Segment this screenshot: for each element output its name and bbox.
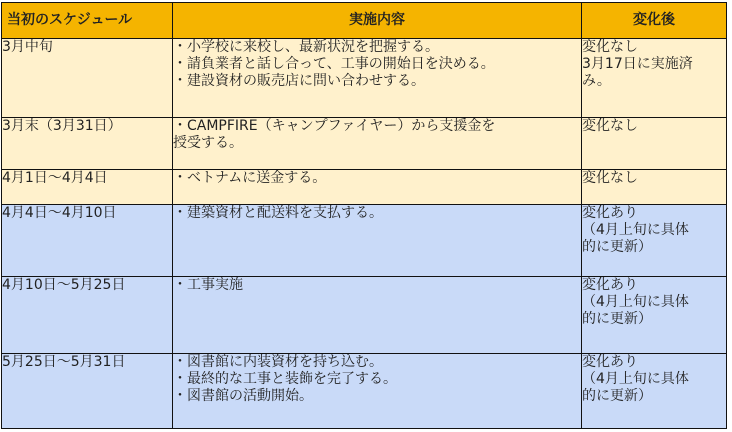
change-line: み。 [582, 73, 611, 89]
activity-line: ・CAMPFIRE（キャンプファイヤー）から支援金を [173, 118, 496, 134]
row-changes [582, 170, 727, 205]
activity-line: ・図書館の活動開始。 [173, 388, 313, 404]
change-line: 変化あり [582, 277, 638, 293]
table-row [2, 39, 727, 118]
change-line: 変化なし [582, 39, 638, 55]
change-line: 変化あり [582, 354, 638, 370]
activity-line: 授受する。 [173, 135, 243, 151]
table-row [2, 277, 727, 354]
row-activities [173, 118, 582, 170]
table-header-row [2, 3, 727, 39]
activity-line: ・小学校に来校し、最新状況を把握する。 [173, 39, 439, 55]
header-changes: 変化後 [582, 3, 727, 39]
row-date: 3月末（3月31日） [2, 118, 173, 170]
activity-line: ・最終的な工事と装飾を完了する。 [173, 371, 397, 387]
change-line: 3月17日に実施済 [582, 56, 693, 72]
change-line: 的に更新） [582, 311, 652, 327]
row-date: 4月1日〜4月4日 [2, 170, 173, 205]
row-date: 3月中旬 [2, 39, 173, 118]
activity-line: ・請負業者と話し合って、工事の開始日を決める。 [173, 56, 495, 72]
activity-line: ・ベトナムに送金する。 [173, 170, 327, 186]
table-row [2, 205, 727, 277]
activity-line: ・工事実施 [173, 277, 243, 293]
change-line: 的に更新） [582, 239, 652, 255]
header-original-schedule: 当初のスケジュール [2, 3, 173, 39]
row-changes [582, 205, 727, 277]
change-line: （4月上旬に具体 [582, 222, 689, 238]
row-date: 4月10日〜5月25日 [2, 277, 173, 354]
row-changes [582, 354, 727, 429]
table-row [2, 118, 727, 170]
change-line: （4月上旬に具体 [582, 294, 689, 310]
activity-line: ・建築資材と配送料を支払する。 [173, 205, 383, 221]
change-line: （4月上旬に具体 [582, 371, 689, 387]
row-date: 5月25日〜5月31日 [2, 354, 173, 429]
row-activities [173, 277, 582, 354]
change-line: 的に更新） [582, 388, 652, 404]
schedule-table [1, 2, 727, 429]
row-changes [582, 277, 727, 354]
schedule-table-wrapper [1, 2, 727, 429]
change-line: 変化あり [582, 205, 638, 221]
activity-line: ・建設資材の販売店に問い合わせする。 [173, 73, 425, 89]
row-changes [582, 118, 727, 170]
header-activities: 実施内容 [173, 3, 582, 39]
row-date: 4月4日〜4月10日 [2, 205, 173, 277]
change-line: 変化なし [582, 118, 638, 134]
row-activities [173, 205, 582, 277]
table-row [2, 170, 727, 205]
row-activities [173, 39, 582, 118]
row-changes [582, 39, 727, 118]
row-activities [173, 170, 582, 205]
row-activities [173, 354, 582, 429]
table-row [2, 354, 727, 429]
activity-line: ・図書館に内装資材を持ち込む。 [173, 354, 383, 370]
change-line: 変化なし [582, 170, 638, 186]
